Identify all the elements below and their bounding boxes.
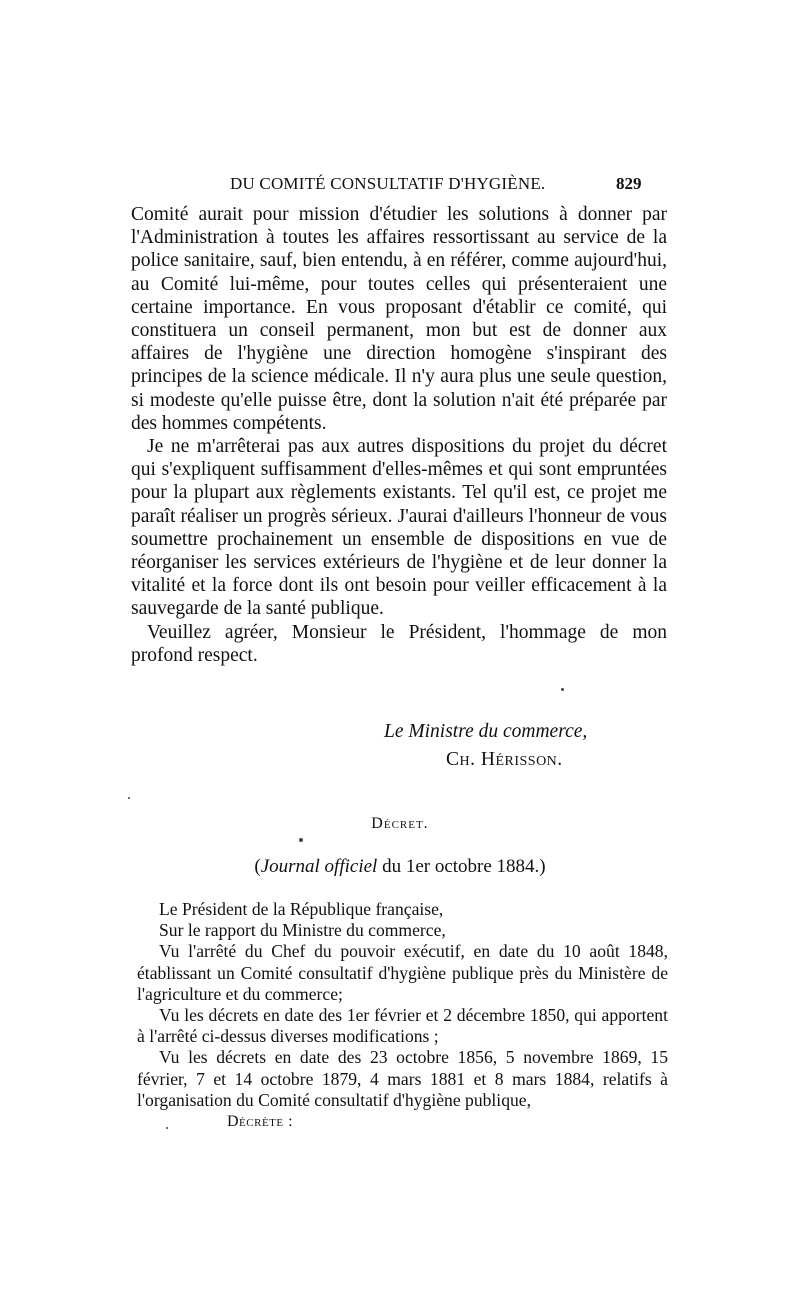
- decree-line: Vu les décrets en date des 1er février et 2 décembre 1850, qui apportent à l'arrêté ci-dessus diverses modifications ;: [137, 1005, 668, 1047]
- decree-heading: Décret.: [371, 815, 429, 832]
- page-number: 829: [616, 174, 642, 193]
- letter-paragraph: Veuillez agréer, Monsieur le Président, l'hommage de mon profond respect.: [131, 621, 667, 666]
- signature-name: Ch. Hérisson.: [446, 749, 563, 770]
- decree-enacting-word: Décrète :: [227, 1113, 294, 1131]
- letter-paragraph: Je ne m'arrêterai pas aux autres dispositions du projet du décret qui s'expliquent suffisamment d'elles-mêmes et qui sont empruntées pour la plupart aux règlements existants. Tel qu'il est, ce projet me paraît réaliser un progrès sérieux. J'aurai d'ailleurs l'honneur de vous soumettre prochainement un ensemble de dispositions en vue de réorganiser les services extérieurs de l'hygiène et de leur donner la vitalité et la force dont ils ont besoin pour veiller efficacement à la sauvegarde de la santé publique.: [131, 436, 667, 620]
- journal-reference: [0, 856, 800, 878]
- signature-block: [384, 718, 587, 774]
- print-speck: [561, 688, 564, 691]
- print-speck: [166, 1127, 168, 1129]
- journal-date: du 1er octobre 1884.): [377, 856, 546, 877]
- journal-name: Journal officiel: [260, 856, 378, 877]
- running-title: DU COMITÉ CONSULTATIF D'HYGIÈNE.: [230, 174, 546, 193]
- print-speck: [128, 797, 130, 799]
- print-speck: [299, 838, 303, 842]
- signature-title: Le Ministre du commerce,: [384, 721, 588, 742]
- decree-line: Vu l'arrêté du Chef du pouvoir exécutif, en date du 10 août 1848, établissant un Comité consultatif d'hygiène publique près du Ministère de l'agriculture et du commerce;: [137, 941, 668, 1004]
- decree-line: Le Président de la République française,: [159, 899, 444, 919]
- letter-paragraph: Comité aurait pour mission d'étudier les solutions à donner par l'Administration à toutes les affaires ressortissant au service de la police sanitaire, sauf, bien entendu, à en référer, comme aujourd'hui, au Comité lui-même, pour toutes celles qui présenteraient une certaine importance. En vous proposant d'établir ce comité, qui constituera un conseil permanent, mon but est de donner aux affaires de l'hygiène une direction homogène s'inspirant des principes de la science médicale. Il n'y aura plus une seule question, si modeste qu'elle puisse être, dont la solution n'ait été préparée par des hommes compétents.: [131, 204, 667, 434]
- journal-open-paren: (: [254, 856, 261, 877]
- decree-line: Sur le rapport du Ministre du commerce,: [159, 920, 446, 941]
- decree-body: [137, 899, 668, 1132]
- decree-line: Vu les décrets en date des 23 octobre 1856, 5 novembre 1869, 15 février, 7 et 14 octobre 1879, 4 mars 1881 et 8 mars 1884, relatifs à l'organisation du Comité consultatif d'hygiène publique,: [137, 1047, 668, 1110]
- letter-body: [131, 203, 667, 667]
